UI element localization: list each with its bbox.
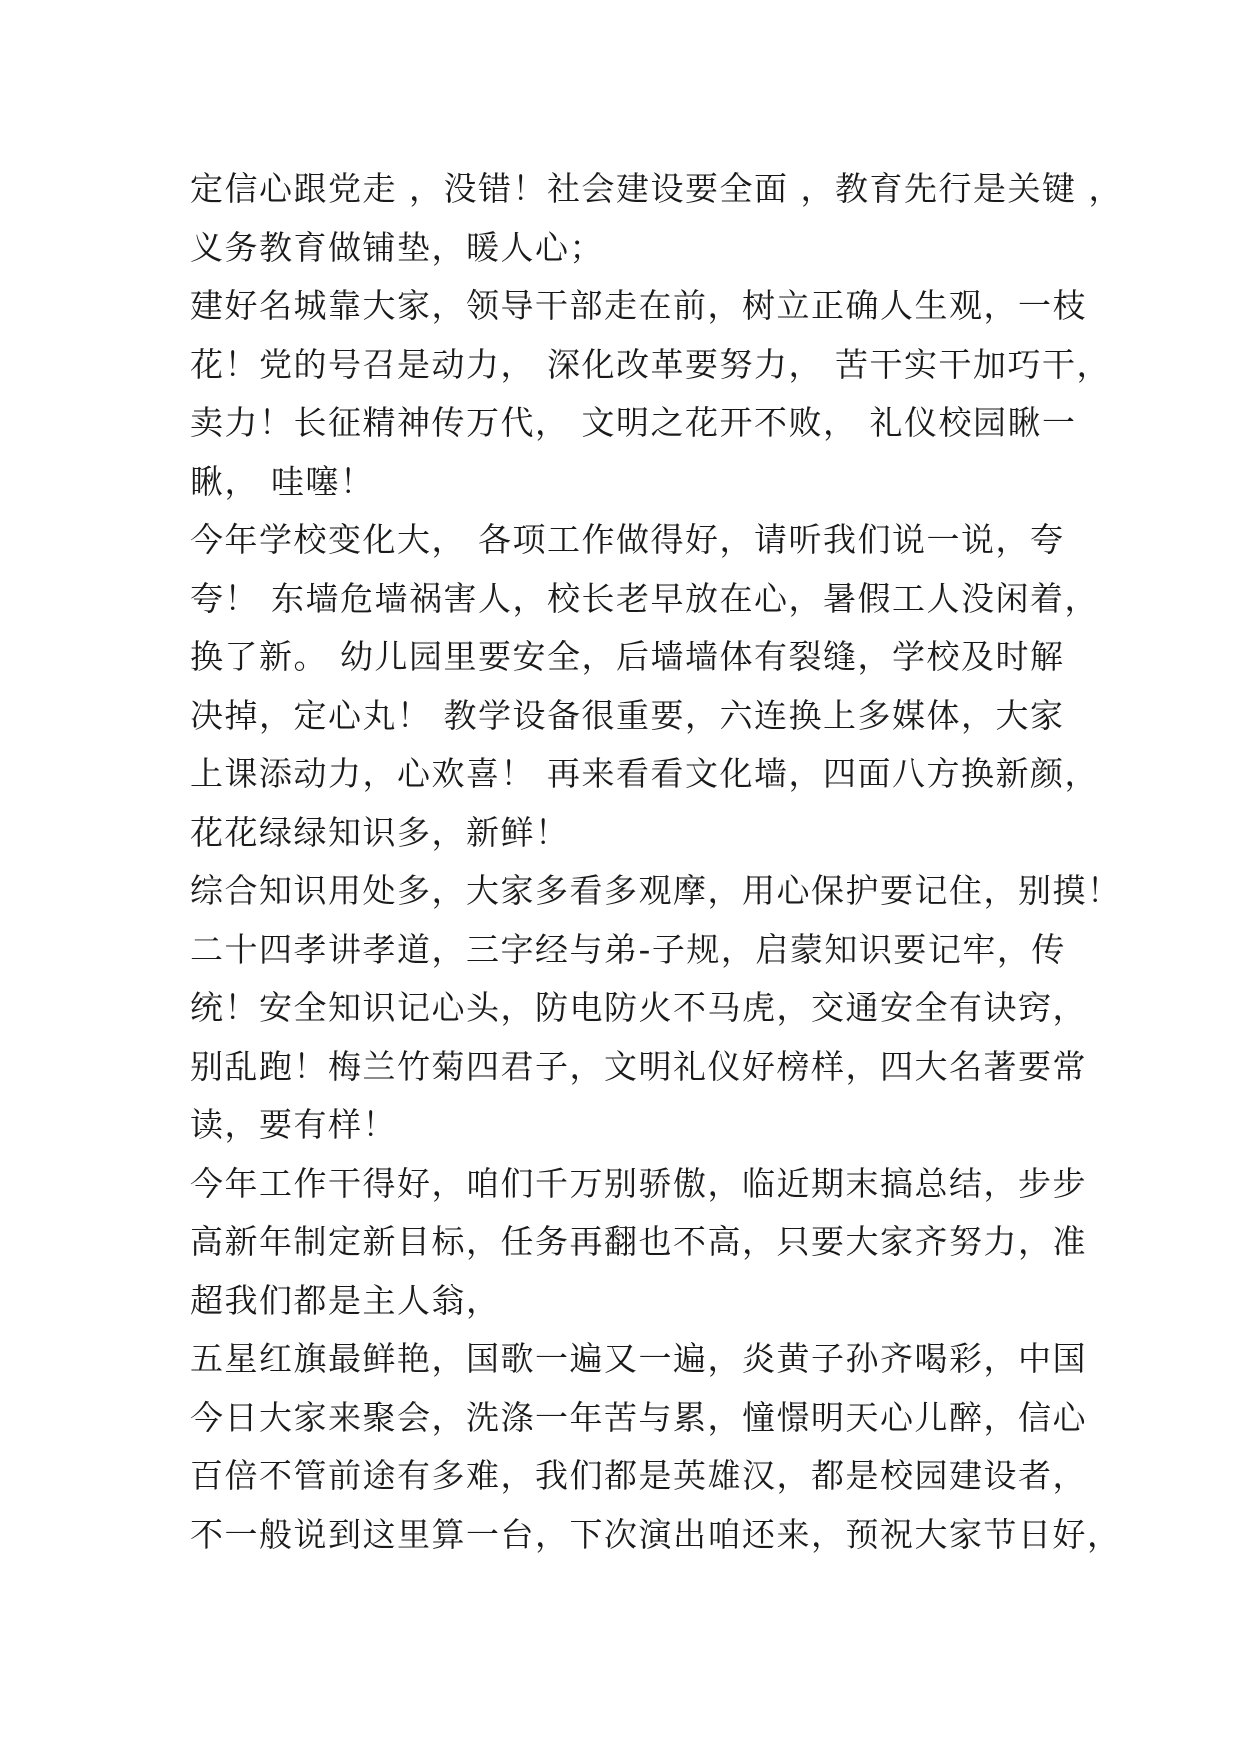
text-line: 义务教育做铺垫，暖人心； <box>190 227 604 267</box>
text-line: 今年工作干得好，咱们千万别骄傲，临近期末搞总结，步步 <box>190 1163 1087 1203</box>
text-line: 高新年制定新目标，任务再翻也不高，只要大家齐努力，准 <box>190 1222 1087 1261</box>
body-text <box>190 160 1123 1564</box>
text-line: 综合知识用处多，大家多看多观摩，用心保护要记住，别摸！ <box>190 871 1122 910</box>
text-line: 今年学校变化大， 各项工作做得好，请听我们说一说，夸 <box>190 520 1065 559</box>
text-line: 超我们都是主人翁， <box>190 1280 501 1320</box>
text-line: 上课添动力，心欢喜！ 再来看看文化墙，四面八方换新颜， <box>190 754 1099 793</box>
text-line: 读，要有样！ <box>190 1105 397 1144</box>
text-line: 花！党的号召是动力， 深化改革要努力， 苦干实干加巧干， <box>190 344 1111 384</box>
text-line: 统！安全知识记心头，防电防火不马虎，交通安全有诀窍， <box>190 988 1087 1027</box>
text-line: 今日大家来聚会，洗涤一年苦与累，憧憬明天心儿醉，信心 <box>190 1397 1087 1437</box>
text-line: 定信心跟党走 ，没错！社会建设要全面 ，教育先行是关键 ， <box>190 169 1123 208</box>
text-line: 花花绿绿知识多，新鲜！ <box>190 812 570 852</box>
text-line: 夸！ 东墙危墙祸害人，校长老早放在心，暑假工人没闲着， <box>190 578 1099 618</box>
text-line: 五星红旗最鲜艳，国歌一遍又一遍，炎黄子孙齐喝彩，中国 <box>190 1339 1087 1378</box>
text-line: 别乱跑！梅兰竹菊四君子，文明礼仪好榜样，四大名著要常 <box>190 1046 1087 1086</box>
text-line: 建好名城靠大家，领导干部走在前，树立正确人生观，一枝 <box>190 286 1087 325</box>
text-line: 百倍不管前途有多难，我们都是英雄汉，都是校园建设者， <box>190 1456 1087 1495</box>
text-line: 换了新。 幼儿园里要安全，后墙墙体有裂缝，学校及时解 <box>190 637 1065 676</box>
text-line: 二十四孝讲孝道，三字经与弟-子规，启蒙知识要记牢，传 <box>190 929 1066 969</box>
text-line: 不一般说到这里算一台，下次演出咱还来，预祝大家节日好， <box>190 1514 1122 1554</box>
text-line: 决掉，定心丸！ 教学设备很重要，六连换上多媒体，大家 <box>190 695 1065 735</box>
text-line: 瞅， 哇噻！ <box>190 461 375 501</box>
text-line: 卖力！长征精神传万代， 文明之花开不败， 礼仪校园瞅一 <box>190 403 1077 442</box>
